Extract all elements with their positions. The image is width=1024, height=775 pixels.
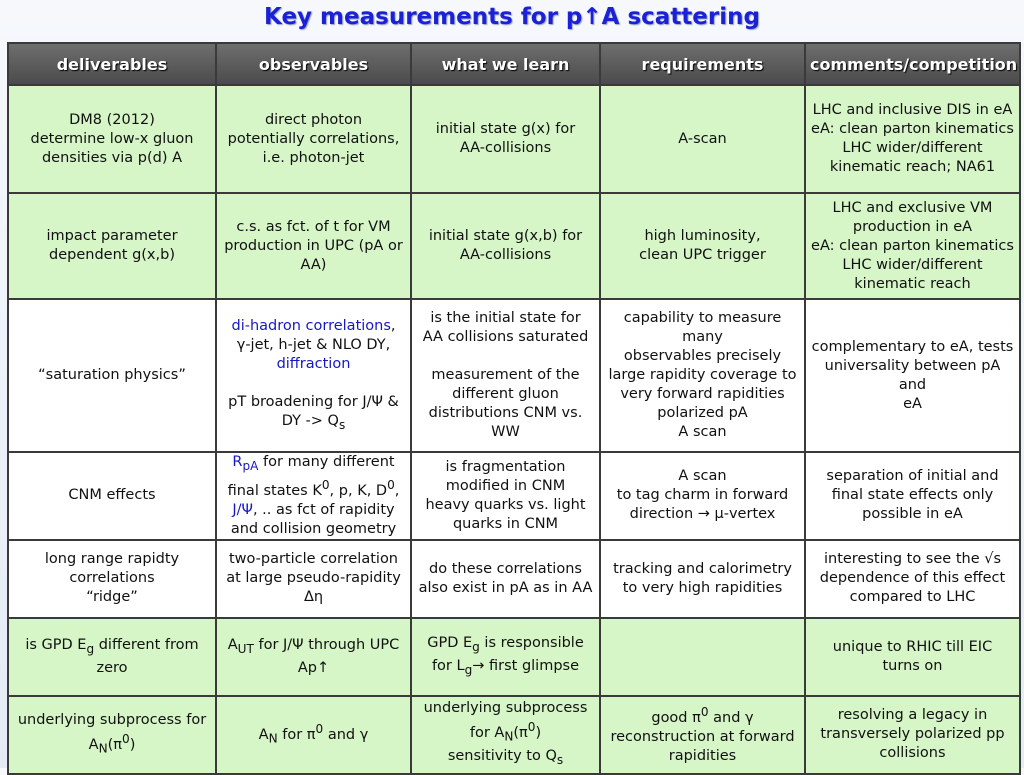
cell-observables: c.s. as fct. of t for VM production in UPC (pA or AA) — [216, 193, 411, 299]
cell-learn: is fragmentation modified in CNM heavy quarks vs. light quarks in CNM — [411, 452, 600, 540]
table-row — [8, 193, 1020, 299]
header-deliverables: deliverables — [8, 43, 216, 85]
cell-observables: $A_N$ for $\pi^0$ and γ — [216, 696, 411, 774]
cell-requirements — [600, 618, 805, 696]
cell-deliverables: long range rapidty correlations “ridge” — [8, 540, 216, 618]
cell-deliverables: impact parameter dependent g(x,b) — [8, 193, 216, 299]
cell-observables: $A_{UT}$ for J/Ψ through UPC Ap↑ — [216, 618, 411, 696]
cell-requirements: A scan to tag charm in forward direction → μ-vertex — [600, 452, 805, 540]
table-row — [8, 696, 1020, 774]
cell-observables: two-particle correlation at large pseudo-rapidity Δη — [216, 540, 411, 618]
table-row — [8, 618, 1020, 696]
header-what-we-learn: what we learn — [411, 43, 600, 85]
cell-observables: direct photon potentially correlations, i.e. photon-jet — [216, 85, 411, 193]
cell-learn: initial state g(x) for AA-collisions — [411, 85, 600, 193]
cell-requirements: good $\pi^0$ and γ reconstruction at forward rapidities — [600, 696, 805, 774]
measurements-table — [7, 42, 1021, 775]
cell-learn: initial state g(x,b) for AA-collisions — [411, 193, 600, 299]
cell-observables: $R_{pA}$ for many different final states $K^0$, p, K, $D^0$, J/Ψ, .. as fct of rapidity and collision geometry — [216, 452, 411, 540]
cell-deliverables: is GPD $E_g$ different from zero — [8, 618, 216, 696]
cell-deliverables: underlying subprocess for $A_N(\pi^0)$ — [8, 696, 216, 774]
table-row — [8, 540, 1020, 618]
cell-deliverables: DM8 (2012) determine low-x gluon densities via p(d) A — [8, 85, 216, 193]
table-row — [8, 452, 1020, 540]
cell-comments: interesting to see the √s dependence of this effect compared to LHC — [805, 540, 1020, 618]
cell-requirements: A-scan — [600, 85, 805, 193]
cell-deliverables: “saturation physics” — [8, 299, 216, 452]
cell-comments: complementary to eA, tests universality between pA and eA — [805, 299, 1020, 452]
header-comments: comments/competition — [805, 43, 1020, 85]
cell-learn: GPD $E_g$ is responsible for $L_g\to$ first glimpse — [411, 618, 600, 696]
page-title: Key measurements for p↑A scattering — [264, 4, 760, 30]
cell-observables: di-hadron correlations, γ-jet, h-jet & NLO DY, diffraction pT broadening for J/Ψ & DY -> $Q_s$ — [216, 299, 411, 452]
cell-learn: do these correlations also exist in pA as in AA — [411, 540, 600, 618]
table-row — [8, 85, 1020, 193]
cell-deliverables: CNM effects — [8, 452, 216, 540]
cell-comments: LHC and exclusive VM production in eA eA: clean parton kinematics LHC wider/different kinematic reach — [805, 193, 1020, 299]
cell-comments: unique to RHIC till EIC turns on — [805, 618, 1020, 696]
cell-comments: resolving a legacy in transversely polarized pp collisions — [805, 696, 1020, 774]
header-observables: observables — [216, 43, 411, 85]
cell-requirements: high luminosity, clean UPC trigger — [600, 193, 805, 299]
header-requirements: requirements — [600, 43, 805, 85]
table-row — [8, 299, 1020, 452]
cell-comments: separation of initial and final state effects only possible in eA — [805, 452, 1020, 540]
cell-requirements: capability to measure many observables precisely large rapidity coverage to very forward rapidities polarized pA A scan — [600, 299, 805, 452]
cell-requirements: tracking and calorimetry to very high rapidities — [600, 540, 805, 618]
cell-comments: LHC and inclusive DIS in eA eA: clean parton kinematics LHC wider/different kinematic reach; NA61 — [805, 85, 1020, 193]
cell-learn: is the initial state for AA collisions saturated measurement of the different gluon distributions CNM vs. WW — [411, 299, 600, 452]
cell-learn: underlying subprocess for $A_N(\pi^0)$ sensitivity to $Q_s$ — [411, 696, 600, 774]
header-row — [8, 43, 1020, 85]
